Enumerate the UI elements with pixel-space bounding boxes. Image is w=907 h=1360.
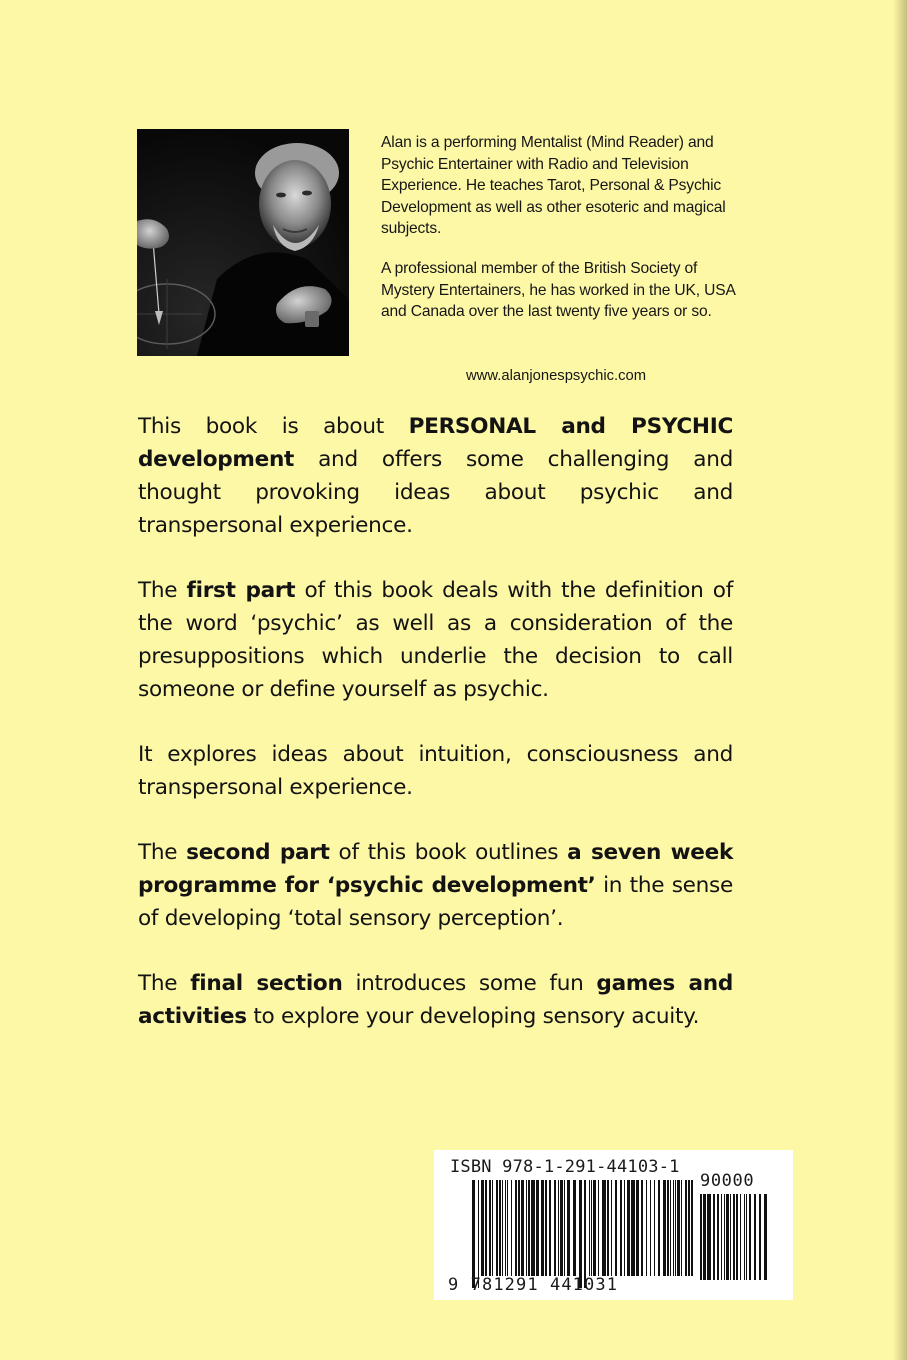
barcode-bar (736, 1194, 738, 1280)
barcode-bar (717, 1194, 719, 1280)
author-photo (137, 129, 349, 356)
barcode-bar (681, 1180, 682, 1276)
barcode-bar (598, 1180, 599, 1276)
barcode-bar (631, 1180, 635, 1276)
barcode-bar (579, 1180, 582, 1288)
barcode-bar (759, 1194, 761, 1280)
barcode-bar (560, 1180, 563, 1276)
barcode-bar (700, 1194, 702, 1280)
blurb-text: The (138, 840, 187, 865)
blurb-paragraph-3 (138, 738, 733, 804)
barcode-bar (505, 1180, 506, 1276)
barcode-price-code: 90000 (700, 1171, 755, 1191)
barcode-bar (607, 1180, 609, 1276)
barcode-bar (521, 1180, 524, 1276)
barcode-bar (744, 1194, 745, 1280)
barcode-bar (589, 1180, 590, 1276)
barcode-bar (673, 1180, 674, 1276)
barcode-bar (663, 1180, 666, 1276)
blurb-bold-text: PERSONAL and PSYCHIC development (138, 414, 733, 472)
barcode-bar (646, 1180, 647, 1276)
page-edge-shadow (893, 0, 907, 1360)
barcode-bar (531, 1180, 535, 1276)
barcode-bar (536, 1180, 539, 1276)
blurb-paragraph-1 (138, 410, 733, 542)
blurb-text: It explores ideas about intuition, consciousness and transpersonal experience. (138, 742, 733, 800)
barcode-bar (650, 1180, 651, 1276)
bio-paragraph-2: A professional member of the British Society of Mystery Entertainers, he has worked in the UK, USA and Canada over the last twenty five years or so. (381, 259, 735, 321)
blurb-paragraph-5 (138, 967, 733, 1033)
ean-digits: 9 781291 441031 (448, 1275, 619, 1295)
barcode-bar (558, 1180, 559, 1276)
barcode-bar (541, 1180, 544, 1276)
barcode-bar (624, 1180, 625, 1276)
blurb-text: and offers some challenging and thought provoking ideas about psychic and transpersonal experience. (138, 447, 733, 538)
barcode-bar (573, 1180, 576, 1276)
barcode-bar (507, 1180, 508, 1276)
bio-paragraph-1: Alan is a performing Mentalist (Mind Reader) and Psychic Entertainer with Radio and Television Experience. He teaches Tarot, Personal & Psychic Development as well as other esoteric and magical subjects. (381, 134, 726, 238)
barcode-bar (764, 1194, 767, 1280)
barcode-bar (733, 1194, 735, 1280)
blurb-paragraph-2 (138, 574, 733, 706)
barcode-bar (667, 1180, 669, 1276)
barcode-bar (611, 1180, 612, 1276)
barcode-bar (549, 1180, 551, 1276)
blurb-bold-text: a seven week programme for ‘psychic development’ (138, 840, 734, 898)
barcode-bar (591, 1180, 592, 1276)
barcode-bar (528, 1180, 530, 1276)
barcode-bar (485, 1180, 487, 1276)
barcode-bar (658, 1180, 660, 1276)
barcode-bar (703, 1194, 706, 1280)
blurb-text: The (138, 971, 191, 996)
author-bio (381, 132, 741, 323)
barcode-bar (545, 1180, 547, 1276)
barcode-bar (564, 1180, 565, 1276)
isbn-number: ISBN 978-1-291-44103-1 (450, 1157, 680, 1177)
blurb-bold-text: second part (186, 840, 330, 865)
barcode-bar (615, 1180, 617, 1276)
barcode-bar (685, 1180, 687, 1276)
barcode-bar (721, 1194, 722, 1280)
blurb-text: introduces some fun (342, 971, 597, 996)
blurb-bold-text: first part (186, 578, 296, 603)
barcode-bar (489, 1180, 491, 1276)
barcode-bar (620, 1180, 622, 1276)
barcode-bar (567, 1180, 570, 1276)
barcode-bar (502, 1180, 503, 1276)
barcode-bar (472, 1180, 475, 1288)
barcode-bar (726, 1194, 729, 1280)
blurb-text: The (138, 578, 187, 603)
barcode-bar (518, 1180, 520, 1276)
barcode-bar (636, 1180, 639, 1276)
barcode-bar (675, 1180, 676, 1276)
barcode-bar (554, 1180, 556, 1276)
barcode-bar (478, 1180, 479, 1288)
barcode-bar (740, 1194, 741, 1280)
barcode-bar (654, 1180, 655, 1276)
blurb-text: of this book outlines (329, 840, 568, 865)
barcode-bar (602, 1180, 606, 1276)
book-description (138, 410, 733, 1033)
barcode-bar (499, 1180, 501, 1276)
barcode-bar (707, 1194, 711, 1280)
barcode-bar (691, 1180, 693, 1276)
blurb-bold-text: games and activities (138, 971, 734, 1029)
barcode-bar (730, 1194, 731, 1280)
barcode-bar (593, 1180, 596, 1276)
barcode-bar (492, 1180, 493, 1276)
addon-bars (700, 1194, 770, 1292)
barcode-bar (584, 1180, 586, 1288)
blurb-text: of this book deals with the definition of the word ‘psychic’ as well as a consideration of the presuppositions which underlie the decision to call someone or define yourself as psychic. (138, 578, 733, 702)
barcode-bar (754, 1194, 756, 1280)
blurb-text: This book is about (138, 414, 409, 439)
barcode-bar (724, 1194, 725, 1280)
author-website-link[interactable]: www.alanjonespsychic.com (466, 368, 647, 384)
barcode-bar (641, 1180, 643, 1276)
barcode-bar (627, 1180, 630, 1276)
barcode-bar (670, 1180, 671, 1276)
barcode-bar (746, 1194, 747, 1280)
barcode-bar (511, 1180, 512, 1276)
isbn-barcode (434, 1150, 793, 1300)
blurb-bold-text: final section (190, 971, 343, 996)
barcode-bar (515, 1180, 517, 1276)
barcode-bar (677, 1180, 680, 1276)
blurb-paragraph-4 (138, 836, 733, 935)
barcode-bar (481, 1180, 484, 1276)
barcode-bar (688, 1180, 690, 1276)
blurb-text: to explore your developing sensory acuity. (246, 1004, 700, 1029)
barcode-bar (526, 1180, 527, 1276)
barcode-bar (713, 1194, 715, 1280)
blurb-text: in the sense of developing ‘total sensory perception’. (138, 873, 733, 931)
barcode-bar (749, 1194, 751, 1280)
barcode-bar (496, 1180, 498, 1276)
